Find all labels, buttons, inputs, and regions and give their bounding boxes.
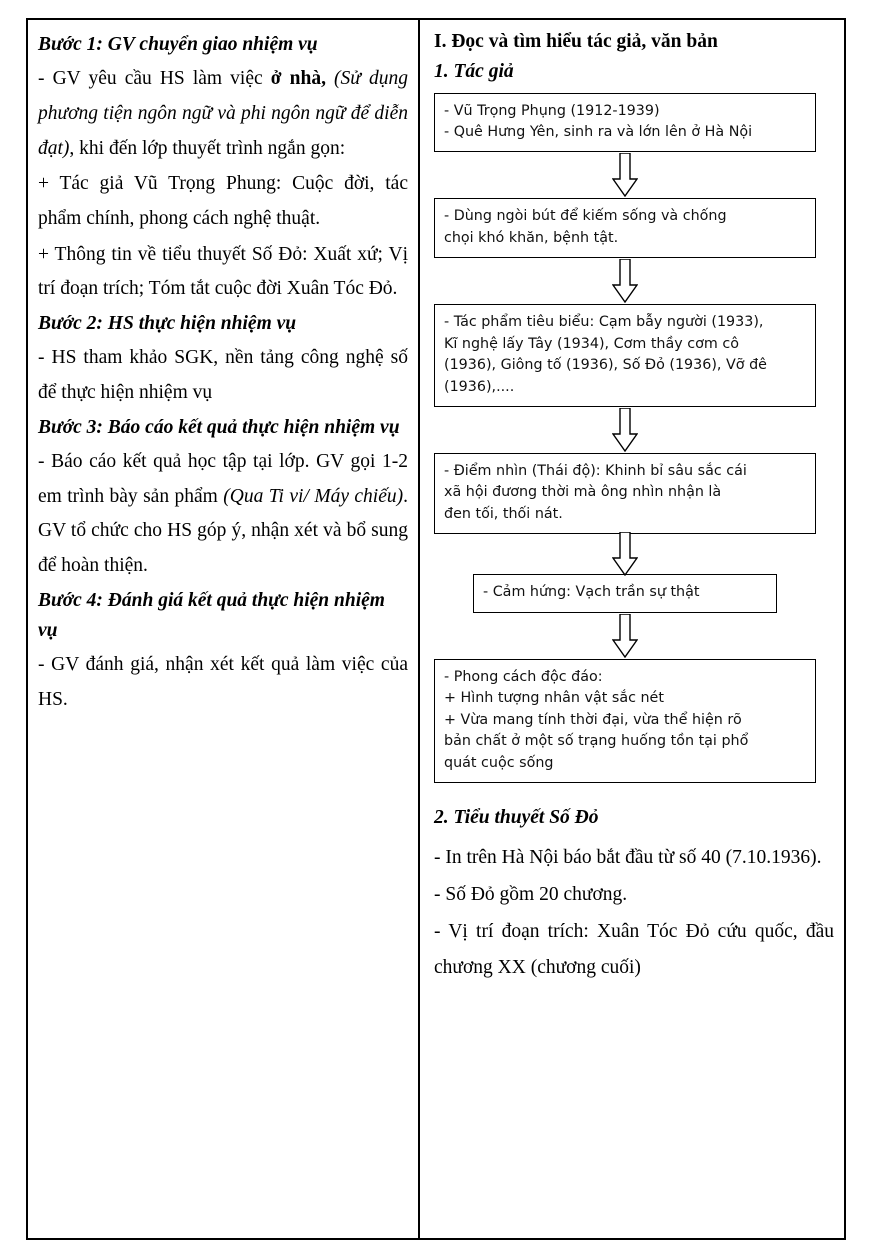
flow-node-line: đen tối, thối nát.: [444, 505, 563, 522]
text-run-bold: ở nhà,: [270, 68, 326, 90]
paragraph-novel-excerpt: - Vị trí đoạn trích: Xuân Tóc Đỏ cứu quốc, đầu chương XX (chương cuối): [434, 921, 834, 979]
flow-node-inspiration: [473, 574, 777, 612]
subsection-heading-author: 1. Tác giả: [434, 61, 514, 83]
step-heading-2: Bước 2: HS thực hiện nhiệm vụ: [38, 313, 297, 335]
flow-arrow-3-wrap: [434, 407, 816, 453]
step-heading-4: Bước 4: Đánh giá kết quả thực hiện nhiệm vụ: [38, 589, 385, 642]
two-column-table: [26, 18, 846, 1240]
text-run-plain-2: , khi đến lớp thuyết trình ngắn gọn:: [69, 137, 346, 159]
flow-node-line: xã hội đương thời mà ông nhìn nhận là: [444, 484, 722, 501]
flow-node-line: - Tác phẩm tiêu biểu: Cạm bẫy người (1933),: [444, 314, 764, 331]
arrow-down-icon: [612, 532, 638, 576]
flow-node-viewpoint: [434, 453, 816, 534]
text-run-plain-4: . GV tổ chức cho HS góp ý, nhận xét và bổ sung để hoàn thiện.: [38, 485, 409, 577]
arrow-down-icon: [612, 153, 638, 197]
step-heading-1: Bước 1: GV chuyển giao nhiệm vụ: [38, 34, 318, 55]
author-flowchart: [434, 93, 816, 783]
paragraph-step1-task: [38, 62, 408, 166]
arrow-down-icon: [612, 614, 638, 658]
arrow-down-icon: [612, 408, 638, 452]
paragraph-novel-publication: - In trên Hà Nội báo bắt đầu từ số 40 (7.10.1936).: [434, 847, 822, 869]
flow-node-line: - Dùng ngòi bút để kiếm sống và chống: [444, 208, 727, 225]
text-run-italic: (Sử dụng phương tiện ngôn ngữ và phi ngôn ngữ để diễn đạt): [38, 68, 408, 159]
flow-node-line: bản chất ở một số trạng huống tồn tại phổ: [444, 733, 749, 750]
section-heading-I: I. Đọc và tìm hiểu tác giả, văn bản: [434, 31, 718, 52]
text-run-plain-3: - Báo cáo kết quả học tập tại lớp. GV gọi 1-2 em trình bày sản phẩm: [38, 450, 408, 507]
arrow-down-icon: [612, 259, 638, 303]
paragraph-step2-body: - HS tham khảo SGK, nền tảng công nghệ số để thực hiện nhiệm vụ: [38, 347, 408, 404]
flow-node-works: [434, 304, 816, 407]
flow-node-line: quát cuộc sống: [444, 754, 554, 771]
paragraph-step3-body: [38, 445, 408, 584]
flow-node-style: [434, 659, 816, 783]
flow-node-line: + Hình tượng nhân vật sắc nét: [444, 690, 664, 707]
flow-node-line: - Cảm hứng: Vạch trần sự thật: [483, 584, 700, 601]
flow-node-line: - Điểm nhìn (Thái độ): Khinh bỉ sâu sắc cái: [444, 463, 747, 480]
step-heading-3: Bước 3: Báo cáo kết quả thực hiện nhiệm vụ: [38, 416, 400, 438]
flow-arrow-2-wrap: [434, 258, 816, 304]
paragraph-step4-body: - GV đánh giá, nhận xét kết quả làm việc của HS.: [38, 654, 408, 710]
subsection-heading-novel: 2. Tiểu thuyết Số Đỏ: [434, 806, 599, 828]
flow-node-line: Kĩ nghệ lấy Tây (1934), Cơm thầy cơm cô: [444, 335, 739, 352]
flow-node-career: [434, 198, 816, 258]
flow-node-author-bio: [434, 93, 816, 153]
flow-node-line: (1936),....: [444, 378, 515, 395]
flow-node-line: - Vũ Trọng Phụng (1912-1939): [444, 102, 660, 119]
text-run-plain: - GV yêu cầu HS làm việc: [38, 68, 271, 90]
text-run-italic-2: (Qua Ti vi/ Máy chiếu): [223, 485, 404, 507]
novel-section: [434, 803, 834, 987]
paragraph-step1-bullet-1: + Tác giả Vũ Trọng Phung: Cuộc đời, tác phẩm chính, phong cách nghệ thuật.: [38, 173, 408, 230]
flow-node-line: chọi khó khăn, bệnh tật.: [444, 229, 619, 246]
paragraph-novel-chapters: - Số Đỏ gồm 20 chương.: [434, 884, 628, 906]
flow-node-line: (1936), Giông tố (1936), Số Đỏ (1936), Vỡ đê: [444, 357, 767, 374]
left-column-teaching-steps: [28, 20, 420, 1238]
flow-node-line: + Vừa mang tính thời đại, vừa thể hiện rõ: [444, 711, 742, 728]
flow-arrow-1-wrap: [434, 152, 816, 198]
flow-node-line: - Phong cách độc đáo:: [444, 668, 603, 685]
flow-arrow-4-wrap: [434, 534, 816, 574]
flow-arrow-5-wrap: [434, 613, 816, 659]
right-column-content: [420, 20, 844, 1238]
flow-node-line: - Quê Hưng Yên, sinh ra và lớn lên ở Hà Nội: [444, 123, 753, 140]
paragraph-step1-bullet-2: + Thông tin về tiểu thuyết Số Đỏ: Xuất xứ; Vị trí đoạn trích; Tóm tắt cuộc đời Xuân Tóc Đỏ.: [38, 243, 408, 300]
